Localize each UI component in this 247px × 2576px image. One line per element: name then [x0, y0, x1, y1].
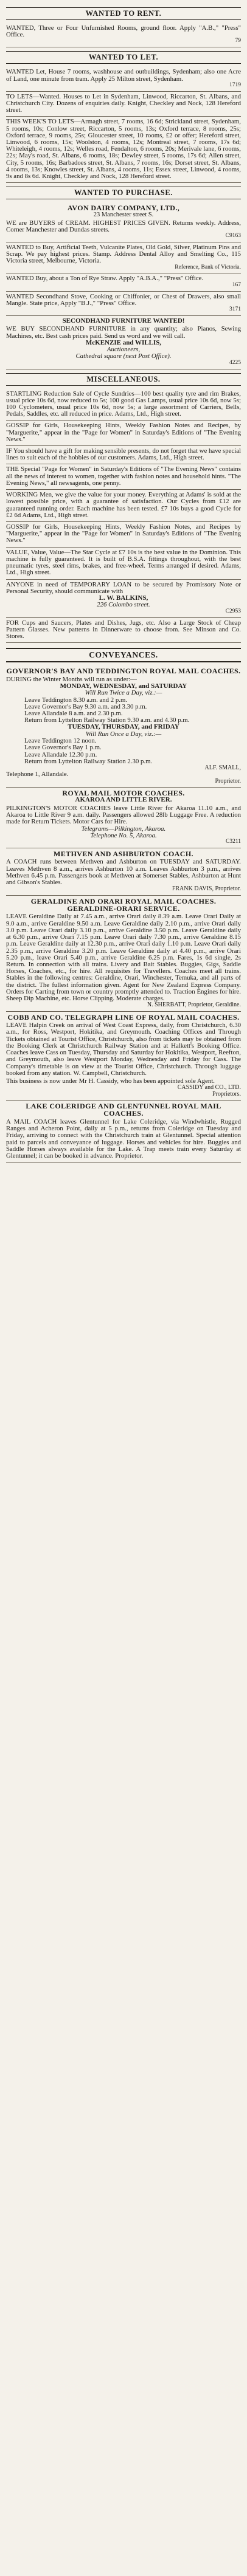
governors-bay-days-2-note: Will Run Once a Day, viz.:—: [85, 730, 162, 738]
cobb-title: COBB AND CO. TELEGRAPH LINE OF ROYAL MAIL COACHES.: [7, 1012, 240, 1022]
purchase-ad-dairy: [6, 202, 241, 242]
misc-ad: [6, 446, 241, 464]
let-ad: [6, 117, 241, 183]
governors-bay-phone: Telephone 1, Allandale.: [6, 771, 69, 778]
motor-coach-phone: Telephone No. 5, Akaroa.: [90, 831, 157, 839]
misc-ad-text: FOR Cups and Saucers, Plates and Dishes, Jugs, etc. Also a Large Stock of Cheap Pattern Glasses. New patterns in Dinnerware to choose from. See Minson and Co. Stores.: [6, 619, 241, 640]
motor-coach-text: PILKINGTON'S MOTOR COACHES leave Little River for Akaroa 11.10 a.m., and Akaroa to Little River 9 a.m. daily. Passengers allowed 28lb Luggage Free. A reduction made for Return Tickets. Motor Cars for Hire.: [6, 804, 241, 826]
furniture-signature: McKENZIE and WILLIS,: [85, 338, 162, 346]
loan-signature: L. W. BALKINS,: [99, 594, 148, 602]
misc-ad: [6, 490, 241, 522]
straw-text: WANTED Buy, about a Ton of Rye Straw. Apply "A.B.A.," "Press" Office.: [6, 275, 204, 283]
lake-coleridge-coach-ad: [6, 1101, 241, 1163]
governors-bay-line: Return from Lyttelton Railway Station 9.30 a.m. and 4.30 p.m.: [24, 716, 190, 724]
let-ad-text: TO LETS—Wanted. Houses to Let in Sydenham, Linwood, Riccarton, St. Albans, and Christchurch City. Dozens of enquiries daily. Knight, Checkley and Nock, 128 Hereford street.: [6, 92, 241, 114]
cobb-coach-ad: [6, 1012, 241, 1101]
rent-ad: [6, 23, 241, 47]
misc-ad: [6, 464, 241, 490]
governors-bay-line: Leave Teddington 8.30 a.m. and 2 p.m.: [24, 696, 128, 704]
motor-coach-subtitle: AKAROA AND LITTLE RIVER.: [75, 796, 172, 804]
motor-coach-title: ROYAL MAIL MOTOR COACHES.: [62, 788, 185, 797]
misc-ad: [6, 522, 241, 548]
stove-ref: 3171: [229, 306, 241, 312]
misc-ad-text: VALUE, Value, Value—The Star Cycle at £7 10s is the best value in the Dominion. This machine is fully guaranteed. It is built of B.S.A. fittings throughout, with the best pneumatic tyres, steel rims, brakes, and free-wheel. Terms arranged if desired. Adams, Ltd., High street.: [6, 548, 241, 577]
misc-ad-loan: [6, 580, 241, 618]
misc-ad: [6, 548, 241, 580]
governors-bay-coach-ad: [6, 665, 241, 788]
purchase-ad-furniture: [6, 316, 241, 369]
loan-address: 226 Colombo street.: [97, 601, 150, 609]
misc-ad-text: WORKING Men, we give the value for your money. Everything at Adams' is sold at the lowest possible price, with a guarantee of satisfaction. Our Cycles from £12 are guaranteed running order. Each machine has been tested. £7 10s buys a good Cycle for £2 6d Adams, Ltd., High street.: [6, 491, 241, 519]
stove-text: WANTED Secondhand Stove, Cooking or Chiffonier, or Chest of Drawers, also small Mangle. State price, Apply "B.J.," "Press" Office.: [6, 292, 241, 307]
furniture-address: Cathedral square (next Post Office).: [75, 352, 172, 360]
dairy-title: AVON DAIRY COMPANY, LTD.,: [67, 204, 180, 213]
let-ad-text: WANTED Let, House 7 rooms, washhouse and outbuildings, Sydenham; also one Acre of Land, one minute from tram. Apply 25 Milton street, Sydenham.: [6, 68, 241, 83]
governors-bay-days-1: MONDAY, WEDNESDAY, and SATURDAY: [60, 682, 187, 690]
misc-ad-text: GOSSIP for Girls, Housekeeping Hints, Weekly Fashion Notes, and Recipes by "Marguerite," appear in the "Page for Women" in Saturday's Editions of "The Evening News.": [6, 523, 241, 544]
section-heading-misc: MISCELLANEOUS.: [6, 373, 241, 386]
methven-signature: FRANK DAVIS, Proprietor.: [172, 885, 241, 893]
cobb-text: LEAVE Halpin Creek on arrival of West Coast Express, daily, from Christchurch, 6.30 a.m., for Ross, Westport, Hokitika, and Greymouth. Coaching Offices and Through Tickets obtained at Tourist Office, Christchurch, also from tickets may be obtained from the Booking Clerk at Christchurch Railway Station and at Halkett's Booking Office. Coaches leave Cass on Tuesday, Thursday and Saturday for Hokitika, Westport, Reefton, and Greymouth, also leave Westport Monday, Wednesday and Friday for Cass. The Company's timetable is on view at the Tourist Office, Christchurch. Through luggage booked from any station. W. Campbell, Christchurch.: [6, 1022, 241, 1077]
governors-bay-line: Leave Governor's Bay 9.30 a.m. and 3.30 p.m.: [24, 702, 147, 710]
governors-bay-line: Leave Allandale 8 a.m. and 2.30 p.m.: [24, 709, 123, 717]
section-heading-purchase: WANTED TO PURCHASE.: [6, 187, 241, 199]
purchase-ad-stove: [6, 292, 241, 316]
section-heading-rent: WANTED TO RENT.: [6, 7, 241, 20]
cobb-extra: This business is now under Mr H. Cassidy, who has been appointed sole Agent.: [6, 1077, 215, 1085]
geraldine-text: LEAVE Geraldine Daily at 7.45 a.m., arrive Orari daily 8.39 a.m. Leave Orari Daily at 9.0 a.m., arrive Geraldine 9.50 a.m. Leave Geraldine daily 2.10 p.m., arrive Orari daily 3.0 p.m. Leave Orari daily 3.10 p.m., arrive Geraldine 3.50 p.m. Leave Geraldine daily at 6.30 p.m., arrive Orari 7.15 p.m. Leave Orari daily 7.30 p.m., arrive Geraldine 8.15 p.m. Leave Geraldine daily at 12.30 p.m., arrive Orari daily 1.10 p.m. Leave Orari daily 2.35 p.m., arrive Geraldine 3.20 p.m. Leave Geraldine daily at 4.40 p.m., arrive Orari 5.20 p.m., leave Orari 5.40 p.m., arrive Geraldine 6.25 p.m. Fares, 1s 6d single, 2s Return. In connection with all trains. Livery and Bait Stables. Buggies, Gigs, Saddle Horses, Coaches, etc., for hire. All requisites for Travellers. Coaches meet all trains. Stables in the following centres: Geraldine, Orari, Winchester, Temuka, and all parts of the district. The fullest information given. Agent for New Zealand Express Company. Orders for Carting from town or country promptly attended to. Traction Engines for hire. Sheep Dip Machine, etc. Horse Clipping. Moderate charges.: [6, 913, 241, 1003]
motor-coach-ad: [6, 788, 241, 848]
teeth-text: WANTED to Buy, Artificial Teeth, Vulcanite Plates, Old Gold, Silver, Platinum Pins and Scrap. We pay highest prices. Stamp. Address Dental Alloy and Smelting Co., 115 Victoria street, Melbourne, Victoria.: [6, 243, 241, 265]
misc-ad-text: GOSSIP for Girls, Housekeeping Hints, Weekly Fashion Notes and Recipes, by "Marguerite," appear in the "Page for Women" in Saturday's Editions of "The Evening News.": [6, 422, 241, 443]
governors-bay-signature: ALF. SMALL,: [204, 764, 241, 771]
geraldine-signature: N. SHERBATT, Proprietor, Geraldine.: [147, 1001, 241, 1009]
misc-ad: [6, 389, 241, 421]
motor-coach-telegrams: Telegrams—Pilkington, Akaroa.: [81, 825, 166, 833]
loan-text: ANYONE in need of TEMPORARY LOAN to be secured by Promissory Note or Personal Security, should communicate with: [6, 580, 241, 595]
geraldine-title: GERALDINE AND ORARI ROYAL MAIL COACHES. GERALDINE-ORARI SERVICE.: [30, 896, 217, 913]
cobb-role: Proprietors.: [212, 1090, 241, 1097]
rent-ad-text: WANTED, Three or Four Unfurnished Rooms, ground floor. Apply "A.B.," "Press" Office.: [6, 24, 241, 39]
dairy-address: 23 Manchester street S.: [93, 211, 154, 218]
lake-coleridge-title: LAKE COLERIDGE AND GLENTUNNEL ROYAL MAIL COACHES.: [26, 1101, 221, 1118]
furniture-text: WE BUY SECONDHAND FURNITURE in any quantity; also Pianos, Sewing Machines, etc. Best cash prices paid. Send us word and we will call.: [6, 325, 241, 340]
rent-ad-ref: 79: [235, 38, 241, 44]
lake-coleridge-text: A MAIL COACH leaves Glentunnel for Lake Coleridge, via Windwhistle, Rugged Ranges and Acheron Point, daily at 5 p.m., returns from Coleridge on Tuesday and Friday, arriving to connect with the Christchurch train at Glentunnel. Special attention paid to parcels and conveyance of luggage. Horses and vehicles for hire. Buggies and Saddle Horses always available for the Lake. A Trap meets train every Saturday at Glentunnel; it can be booked in advance. Proprietor.: [6, 1118, 241, 1159]
dairy-ref: C9163: [225, 233, 241, 239]
furniture-heading: SECONDHAND FURNITURE WANTED!: [62, 317, 185, 325]
geraldine-coach-ad: [6, 896, 241, 1012]
governors-bay-line: Leave Teddington 12 noon.: [24, 737, 97, 745]
let-ad-text: THIS WEEK'S TO LETS—Armagh street, 7 rooms, 16 6d; Strickland street, Sydenham, 5 rooms, 10s; Conlow street, Riccarton, 5 rooms, 13s; Oxford terrace, 8 rooms, 25s; Oxford terrace, 9 rooms, 25s; Gloucester street, 10 rooms, £2 or offer; Hereford street, Linwood, 6 rooms, 15s; Woolston, 4 rooms, 12s; Montreal street, 7 rooms, 17s 6d; Whiteleigh, 4 rooms, 12s; Welles road, Fendalton, 6 rooms, 20s; Merivale lane, 6 rooms, 22s; May's road, St. Albans, 6 rooms, 18s; Dewley street, 5 rooms, 17s 6d; Allen street, City, 5 rooms, 16s; Barbadoes street, St. Albans, 7 rooms, 16s; Dorset street, St. Albans, 4 rooms, 13s; Knowles street, St. Albans, 4 rooms, 11s; Essex street, Linwood, 4 rooms, 9s and 8s 6d. Knight, Checkley and Nock, 128 Hereford street.: [6, 118, 241, 180]
governors-bay-line: Leave Allandale 12.30 p.m.: [24, 750, 97, 758]
governors-bay-line: Leave Governor's Bay 1 p.m.: [24, 744, 102, 752]
misc-ad-text: STARTLING Reduction Sale of Cycle Sundries—100 best quality tyre and rim Brakes, usual price 10s 6d, now reduced to 5s; 100 good Gas Lamps, usual price 10s 6d, now 5s; 100 Cyclometers, usual price 10s 6d, now 5s; a large assortment of Carriers, Bells, Pedals, Saddles, etc. all reduced in price. Adams, Ltd., High street.: [6, 390, 241, 418]
governors-bay-title: GOVERNOR'S BAY AND TEDDINGTON ROYAL MAIL COACHES.: [6, 667, 241, 676]
governors-bay-days-2: TUESDAY, THURSDAY, and FRIDAY: [68, 723, 179, 731]
let-ad-ref: 1719: [229, 81, 241, 88]
methven-title: METHVEN AND ASHBURTON COACH.: [54, 849, 193, 858]
purchase-ad-straw: [6, 273, 241, 291]
governors-bay-days-1-note: Will Run Twice a Day, viz.:—: [85, 689, 162, 697]
furniture-role: Auctioneers,: [106, 346, 141, 354]
cobb-signature: CASSIDY and CO., LTD.: [177, 1084, 241, 1091]
governors-bay-line: Return from Lyttelton Railway Station 2.30 p.m.: [24, 757, 153, 765]
dairy-text: WE are BUYERS of CREAM. HIGHEST PRICES GIVEN. Returns weekly. Address, Corner Manchester and Dundas streets.: [6, 219, 241, 233]
governors-bay-role: Proprietor.: [215, 777, 241, 785]
loan-ref: C2953: [225, 608, 241, 614]
section-heading-conveyances: CONVEYANCES.: [6, 648, 241, 662]
governors-bay-intro: DURING the Winter Months will run as under:—: [6, 675, 137, 683]
purchase-ad-teeth: [6, 242, 241, 274]
let-ad: [6, 67, 241, 91]
methven-coach-ad: [6, 848, 241, 896]
section-heading-let: WANTED TO LET.: [6, 51, 241, 64]
misc-ad: [6, 618, 241, 644]
methven-text: A COACH runs between Methven and Ashburton on TUESDAY and SATURDAY. Leaves Methven 8 a.m., arrives Ashburton 10 a.m. Leaves Ashburton 3 p.m., arrives Methven 6.45 p.m. Passengers book at Methven at Somerset Stables, Ashburton at Hunt and Gibson's Stables.: [6, 858, 241, 886]
misc-ad-text: IF You should have a gift for making sensible presents, do not forget that we have special lines to suit each of the hobbies of our customers. Adams, Ltd., High street.: [6, 447, 242, 462]
motor-coach-ref: C3211: [226, 838, 241, 845]
straw-ref: 167: [232, 281, 241, 288]
misc-ad-text: THE Special "Page for Women" in Saturday's Editions of "The Evening News" contains all the news of interest to women, together with fashion notes and household hints. "The Evening News," all newsagents, one penny.: [6, 465, 241, 487]
let-ad: [6, 92, 241, 117]
misc-ad: [6, 421, 241, 446]
teeth-ref: Reference, Bank of Victoria.: [175, 264, 241, 270]
furniture-ref: 4225: [229, 359, 241, 366]
